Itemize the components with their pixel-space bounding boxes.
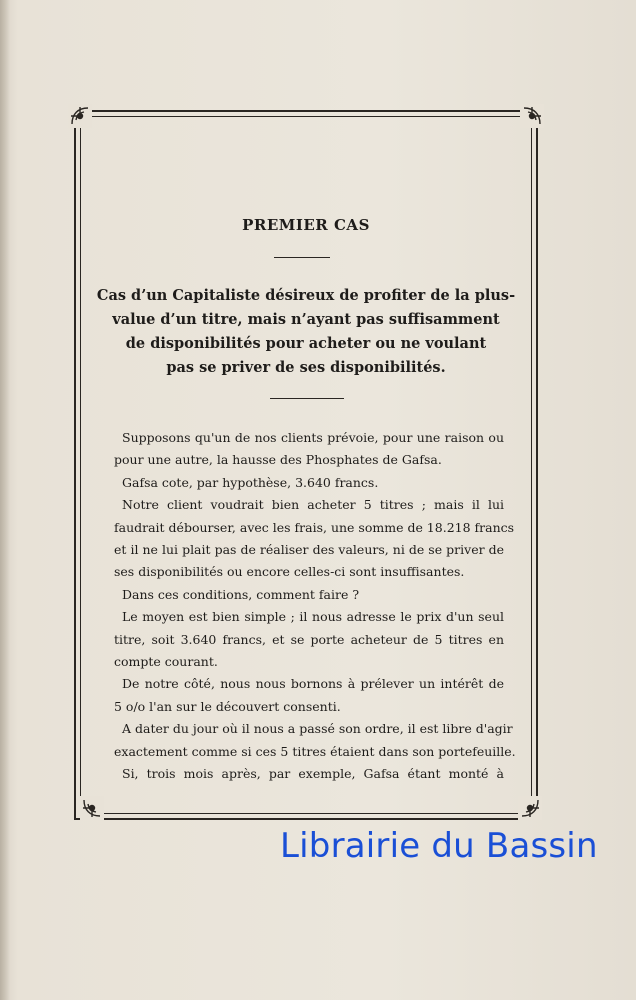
body-line: Supposons qu'un de nos clients prévoie, pour une raison ou bbox=[122, 430, 504, 445]
heading-divider bbox=[274, 257, 330, 258]
body-line: 5 o/o l'an sur le découvert consenti. bbox=[114, 698, 341, 714]
corner-ornament-icon bbox=[518, 796, 542, 820]
body-line: A dater du jour où il nous a passé son ordre, il est libre d'agir bbox=[122, 721, 513, 737]
corner-ornament-icon bbox=[68, 104, 92, 128]
body-line: ses disponibilités ou encore celles-ci sont insuffisantes. bbox=[114, 564, 465, 580]
binding-shadow bbox=[0, 0, 10, 1000]
subtitle-line: value d’un titre, mais n’ayant pas suffisamment bbox=[112, 311, 500, 328]
body-line: exactement comme si ces 5 titres étaient dans son portefeuille. bbox=[114, 743, 516, 759]
body-line: Notre client voudrait bien acheter 5 titres ; mais il lui bbox=[122, 497, 504, 513]
subtitle-line: Cas d’un Capitaliste désireux de profiter de la plus- bbox=[96, 287, 516, 304]
subtitle-line: de disponibilités pour acheter ou ne voulant bbox=[125, 335, 487, 352]
body-line: Si, trois mois après, par exemple, Gafsa étant monté à bbox=[122, 766, 504, 782]
case-subtitle bbox=[90, 284, 522, 380]
body-line: Le moyen est bien simple ; il nous adresse le prix d'un seul bbox=[122, 609, 504, 625]
body-line: De notre côté, nous nous bornons à prélever un intérêt de bbox=[122, 676, 504, 692]
corner-ornament-icon bbox=[80, 796, 104, 820]
body-line: compte courant. bbox=[114, 654, 218, 670]
body-text bbox=[114, 427, 516, 786]
subtitle-line: pas se priver de ses disponibilités. bbox=[166, 359, 446, 376]
body-line: titre, soit 3.640 francs, et se porte acheteur de 5 titres en bbox=[114, 631, 504, 647]
subtitle-divider bbox=[270, 398, 344, 399]
section-heading: PREMIER CAS bbox=[242, 216, 370, 234]
body-line: pour une autre, la hausse des Phosphates de Gafsa. bbox=[114, 452, 442, 468]
corner-ornament-icon bbox=[520, 104, 544, 128]
bookseller-watermark: Librairie du Bassin bbox=[280, 826, 598, 866]
body-line: Dans ces conditions, comment faire ? bbox=[122, 586, 360, 602]
body-line: et il ne lui plait pas de réaliser des valeurs, ni de se priver de bbox=[114, 542, 504, 558]
body-line: Gafsa cote, par hypothèse, 3.640 francs. bbox=[122, 474, 379, 490]
body-line: faudrait débourser, avec les frais, une somme de 18.218 francs bbox=[114, 519, 515, 535]
